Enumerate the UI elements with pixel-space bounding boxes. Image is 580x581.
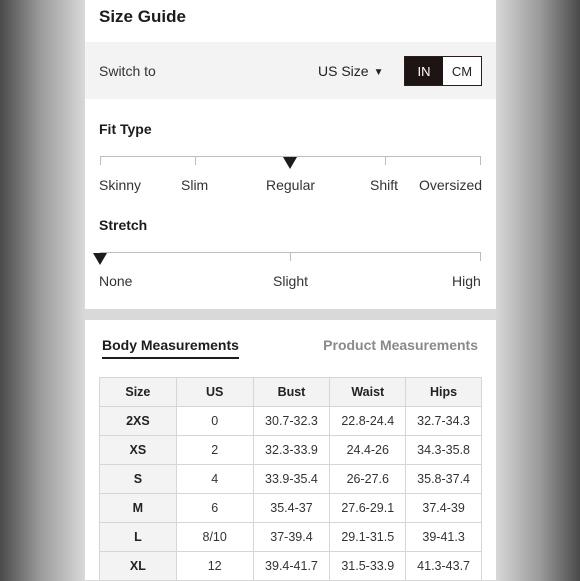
size-cell: XL	[100, 552, 177, 581]
us-cell: 8/10	[176, 523, 253, 552]
fit-type-title: Fit Type	[99, 121, 152, 137]
size-table	[99, 377, 482, 581]
column-header-bust: Bust	[253, 378, 330, 407]
column-header-waist: Waist	[330, 378, 406, 407]
stretch-option-none: None	[99, 273, 133, 289]
us-cell: 0	[176, 407, 253, 436]
hips-cell: 37.4-39	[406, 494, 482, 523]
unit-toggle	[404, 56, 482, 86]
column-header-size: Size	[100, 378, 177, 407]
table-row	[100, 465, 482, 494]
fit-option-regular: Regular	[266, 177, 316, 193]
size-cell: XS	[100, 436, 177, 465]
stretch-option-slight: Slight	[273, 273, 309, 289]
measurements-section	[85, 320, 496, 580]
column-header-hips: Hips	[406, 378, 482, 407]
bust-cell: 35.4-37	[253, 494, 330, 523]
hips-cell: 34.3-35.8	[406, 436, 482, 465]
size-cell: L	[100, 523, 177, 552]
waist-cell: 26-27.6	[330, 465, 406, 494]
waist-cell: 29.1-31.5	[330, 523, 406, 552]
size-system-value: US Size	[318, 63, 369, 79]
us-cell: 6	[176, 494, 253, 523]
page-title: Size Guide	[99, 7, 186, 26]
fit-section	[85, 99, 496, 309]
table-header-row	[100, 378, 482, 407]
fit-option-shift: Shift	[370, 177, 399, 193]
stretch-scale	[100, 252, 481, 262]
size-cell: 2XS	[100, 407, 177, 436]
tab-product-measurements[interactable]: Product Measurements	[323, 337, 478, 353]
fit-type-marker-icon	[283, 157, 297, 169]
waist-cell: 24.4-26	[330, 436, 406, 465]
unit-in-button[interactable]: IN	[405, 57, 443, 85]
bust-cell: 32.3-33.9	[253, 436, 330, 465]
table-row	[100, 523, 482, 552]
waist-cell: 27.6-29.1	[330, 494, 406, 523]
table-row	[100, 494, 482, 523]
us-cell: 4	[176, 465, 253, 494]
size-guide-header	[85, 0, 496, 42]
hips-cell: 41.3-43.7	[406, 552, 482, 581]
us-cell: 12	[176, 552, 253, 581]
switch-to-label: Switch to	[99, 63, 156, 79]
column-header-us: US	[176, 378, 253, 407]
stretch-title: Stretch	[99, 217, 148, 233]
bust-cell: 33.9-35.4	[253, 465, 330, 494]
stretch-option-high: High	[452, 273, 481, 289]
fit-option-oversized: Oversized	[419, 177, 483, 193]
table-row	[100, 407, 482, 436]
tab-body-measurements[interactable]: Body Measurements	[102, 337, 239, 359]
table-row	[100, 552, 482, 581]
table-row	[100, 436, 482, 465]
hips-cell: 35.8-37.4	[406, 465, 482, 494]
waist-cell: 31.5-33.9	[330, 552, 406, 581]
size-cell: S	[100, 465, 177, 494]
bust-cell: 30.7-32.3	[253, 407, 330, 436]
fit-option-skinny: Skinny	[99, 177, 142, 193]
hips-cell: 39-41.3	[406, 523, 482, 552]
caret-down-icon: ▼	[373, 67, 384, 78]
stretch-marker-icon	[93, 253, 107, 265]
waist-cell: 22.8-24.4	[330, 407, 406, 436]
unit-switch-row	[85, 42, 496, 99]
hips-cell: 32.7-34.3	[406, 407, 482, 436]
us-cell: 2	[176, 436, 253, 465]
size-system-dropdown[interactable]	[318, 63, 383, 79]
bust-cell: 37-39.4	[253, 523, 330, 552]
unit-cm-button[interactable]: CM	[443, 57, 481, 85]
fit-option-slim: Slim	[181, 177, 209, 193]
bust-cell: 39.4-41.7	[253, 552, 330, 581]
size-cell: M	[100, 494, 177, 523]
